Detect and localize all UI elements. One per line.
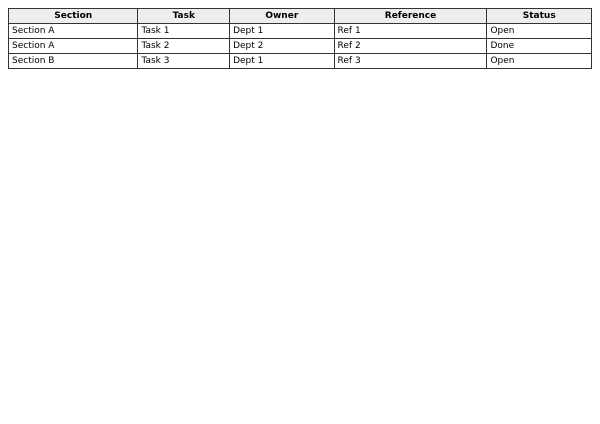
table-cell: Done [487, 39, 592, 54]
table-cell: Dept 2 [230, 39, 334, 54]
table-cell: Task 2 [138, 39, 230, 54]
matrix-container [0, 0, 600, 77]
column-header: Owner [230, 9, 334, 24]
table-cell: Task 3 [138, 54, 230, 69]
matrix-body [9, 24, 592, 69]
header-row [9, 9, 592, 24]
column-header: Reference [334, 9, 487, 24]
table-cell: Section B [9, 54, 138, 69]
table-row [9, 39, 592, 54]
table-cell: Ref 3 [334, 54, 487, 69]
column-header: Status [487, 9, 592, 24]
table-cell: Task 1 [138, 24, 230, 39]
table-cell: Dept 1 [230, 24, 334, 39]
table-cell: Open [487, 24, 592, 39]
table-row [9, 24, 592, 39]
column-header: Task [138, 9, 230, 24]
table-cell: Open [487, 54, 592, 69]
table-cell: Dept 1 [230, 54, 334, 69]
column-header: Section [9, 9, 138, 24]
table-cell: Ref 1 [334, 24, 487, 39]
table-cell: Ref 2 [334, 39, 487, 54]
table-cell: Section A [9, 39, 138, 54]
table-cell: Section A [9, 24, 138, 39]
responsibility-matrix [8, 8, 592, 69]
table-row [9, 54, 592, 69]
